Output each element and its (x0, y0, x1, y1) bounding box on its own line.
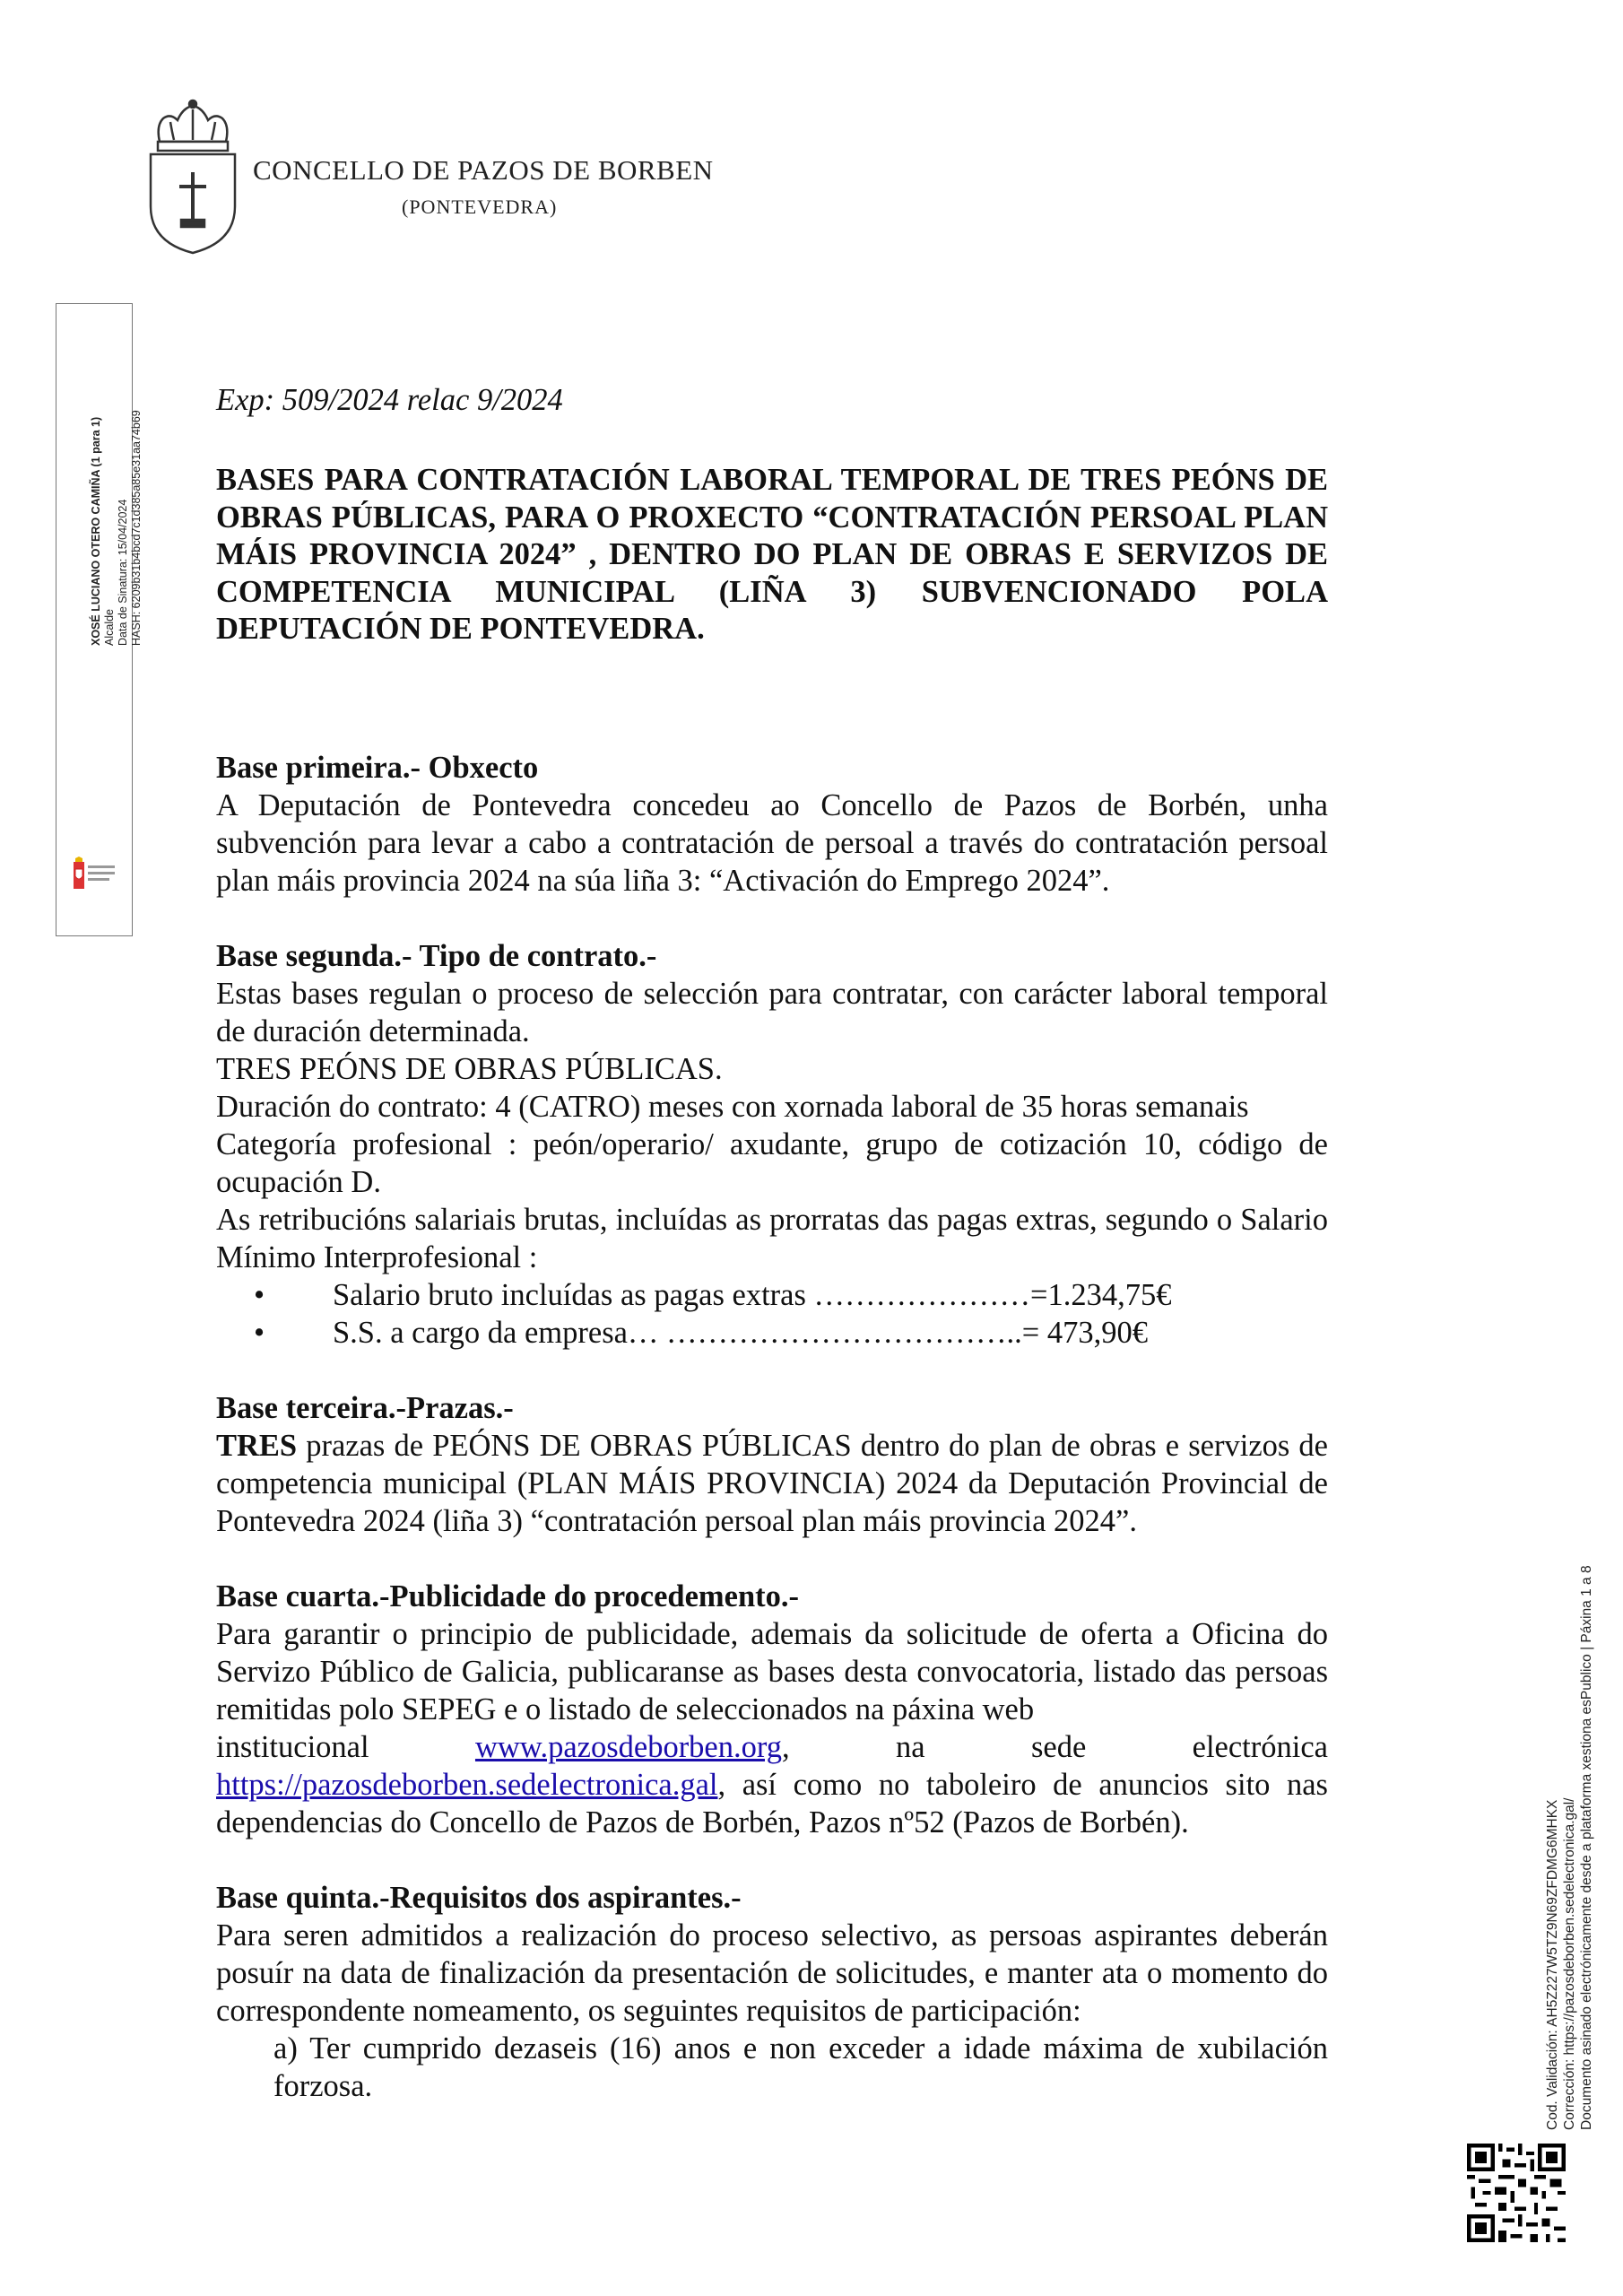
document-body (216, 381, 1328, 2105)
title-line: MÁIS PROVINCIA 2024” , DENTRO DO PLAN DE OBRAS E SERVIZOS DE (216, 537, 1328, 571)
base4-heading: Base cuarta.-Publicidade do procedemento.- (216, 1578, 800, 1613)
verification-url: Corrección: https://pazosdeborben.sedelectronica.gal/ (1562, 1797, 1577, 2130)
base5-heading: Base quinta.-Requisitos dos aspirantes.- (216, 1880, 742, 1915)
requirement-a: a) Ter cumprido dezaseis (16) anos e non exceder a idade máxima de xubilación forzosa. (273, 2031, 1328, 2103)
council-province: (PONTEVEDRA) (402, 196, 558, 218)
list-item (216, 1314, 1328, 1352)
signature-note: Documento asinado electrónicamente desde a plataforma xestiona esPublico | Páxina 1 a 8 (1579, 1565, 1594, 2130)
qr-code-icon (1467, 2144, 1566, 2242)
title-line: BASES PARA CONTRATACIÓN LABORAL TEMPORAL DE TRES PEÓNS DE (216, 463, 1328, 497)
salary-list (216, 1276, 1328, 1352)
expedient-number: Exp: 509/2024 relac 9/2024 (216, 383, 563, 417)
base3-heading: Base terceira.-Prazas.- (216, 1390, 514, 1425)
social-security: S.S. a cargo da empresa… ……………………………..= 473,90€ (333, 1315, 1149, 1350)
base2-paragraph: Categoría profesional : peón/operario/ axudante, grupo de cotización 10, código de ocupación D. (216, 1126, 1328, 1199)
council-seal-icon (72, 857, 117, 898)
signature-text (90, 18, 143, 646)
document-title (216, 462, 1328, 648)
base2-paragraph: As retribucións salariais brutas, incluídas as prorratas das pagas extras, segundo o Salario Mínimo Interprofesional : (216, 1202, 1328, 1274)
signer-role: Alcalde (103, 609, 116, 646)
word-na: na (896, 1729, 925, 1764)
base3-text (216, 1427, 1328, 1540)
title-line: DEPUTACIÓN DE PONTEVEDRA. (216, 612, 705, 646)
list-item (216, 1276, 1328, 1314)
base4-text-2 (216, 1766, 1328, 1841)
base4-tail: , así como no taboleiro de anuncios sito nas dependencias do Concello de Pazos de Borbén, Pazos nº52 (Pazos de Borbén). (216, 1767, 1328, 1839)
signature-date: Data de Sinatura: 15/04/2024 (117, 499, 129, 646)
council-crest-logo (143, 99, 242, 256)
web-link-wrap (475, 1728, 790, 1766)
bullet-icon: • (254, 1277, 265, 1312)
base1-text: A Deputación de Pontevedra concedeu ao Concello de Pazos de Borbén, unha subvención para levar a cabo a contratación de persoal a través do contratación persoal plan máis provincia 2024 na súa liña 3: “Activación do Emprego 2024”. (216, 787, 1328, 898)
base2-paragraph: Estas bases regulan o proceso de selección para contratar, con carácter laboral temporal de duración determinada. (216, 976, 1328, 1048)
bullet-icon: • (254, 1315, 265, 1350)
base5-text: Para seren admitidos a realización do proceso selectivo, as persoas aspirantes deberán posuír na data de finalización da presentación de solicitudes, e manter ata o momento do correspondente nomeamento, os seguintes requisitos de participación: (216, 1918, 1328, 2028)
base4-links-line (216, 1728, 1328, 1766)
word-electronica: electrónica (1192, 1729, 1328, 1764)
title-line: COMPETENCIA MUNICIPAL (LIÑA 3) SUBVENCIONADO POLA (216, 574, 1328, 609)
base3-body: prazas de PEÓNS DE OBRAS PÚBLICAS dentro do plan de obras e servizos de competencia municipal (PLAN MÁIS PROVINCIA) 2024 da Deputación Provincial de Pontevedra 2024 (liña 3) “contratación persoal plan máis provincia 2024”. (216, 1428, 1328, 1538)
validation-code: Cod. Validación: AH5Z227W5TZ9N69ZFDMG6MHKX (1545, 1799, 1560, 2130)
base2-paragraph: TRES PEÓNS DE OBRAS PÚBLICAS. (216, 1051, 723, 1086)
signature-hash: HASH: 6209b31b4bcd7c1d385a85e31aa74b69 (130, 410, 143, 646)
validation-strip (1544, 1448, 1595, 2130)
base2-heading: Base segunda.- Tipo de contrato.- (216, 938, 657, 973)
word-institucional: institucional (216, 1729, 369, 1764)
salary-gross: Salario bruto incluídas as pagas extras …………………=1.234,75€ (333, 1277, 1172, 1312)
comma: , (782, 1729, 790, 1764)
signer-name: XOSÉ LUCIANO OTERO CAMIÑA (1 para 1) (90, 416, 102, 646)
base2-paragraph: Duración do contrato: 4 (CATRO) meses con xornada laboral de 35 horas semanais (216, 1089, 1249, 1124)
website-link[interactable]: www.pazosdeborben.org (474, 1729, 782, 1764)
base3-bold-lead: TRES (216, 1428, 298, 1463)
title-line: OBRAS PÚBLICAS, PARA O PROXECTO “CONTRATACIÓN PERSOAL PLAN (216, 500, 1328, 535)
base4-text: Para garantir o principio de publicidade, ademais da solicitude de oferta a Oficina do Servizo Público de Galicia, publicaranse as bases desta convocatoria, listado das persoas remitidas polo SEPEG e o listado de seleccionados na páxina web (216, 1616, 1328, 1726)
word-sede: sede (1030, 1729, 1087, 1764)
base1-heading: Base primeira.- Obxecto (216, 750, 539, 785)
sede-link[interactable]: https://pazosdeborben.sedelectronica.gal (216, 1767, 718, 1802)
council-name: CONCELLO DE PAZOS DE BORBEN (253, 154, 714, 186)
